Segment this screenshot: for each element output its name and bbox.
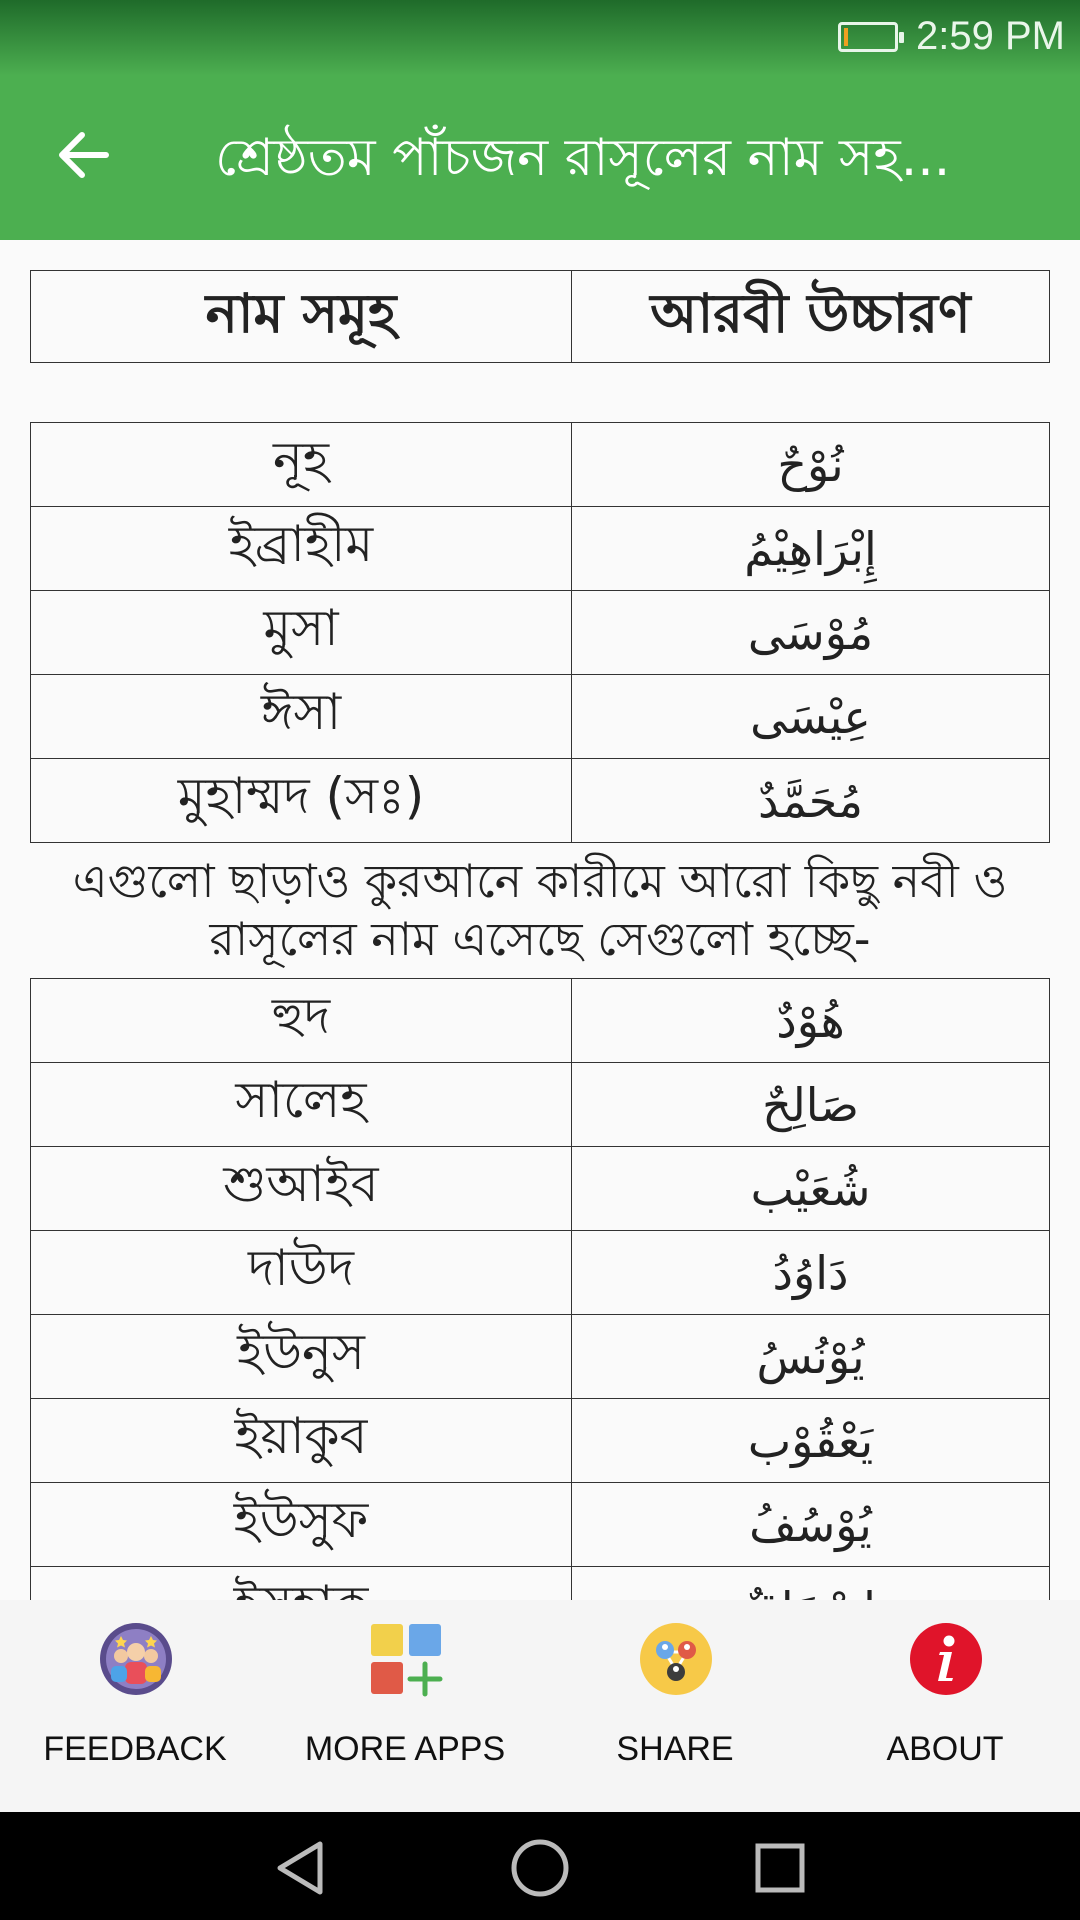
arabic-name: يُوْسُفُ <box>572 1483 1050 1567</box>
content-area[interactable] <box>0 240 1080 1600</box>
bangla-name: ঈসা <box>31 675 572 759</box>
table-row <box>31 759 1050 843</box>
bangla-name: ইয়াকুব <box>31 1399 572 1483</box>
about-button[interactable] <box>810 1600 1080 1812</box>
arabic-name: مُوْسَى <box>572 591 1050 675</box>
bangla-name: নূহ <box>31 423 572 507</box>
bangla-name: ইউসুফ <box>31 1483 572 1567</box>
table-row <box>31 1147 1050 1231</box>
table-row <box>31 1483 1050 1567</box>
arabic-name: شُعَيْب <box>572 1147 1050 1231</box>
table-row <box>31 1399 1050 1483</box>
triangle-back-icon[interactable] <box>270 1836 334 1900</box>
header-arabic-col: আরবী উচ্চারণ <box>572 271 1050 363</box>
bangla-name: সালেহ <box>31 1063 572 1147</box>
arabic-name: هُوْدٌ <box>572 979 1050 1063</box>
main-rasul-table <box>30 422 1050 843</box>
bangla-name: মুসা <box>31 591 572 675</box>
table-row <box>31 1231 1050 1315</box>
status-time: 2:59 PM <box>916 14 1065 58</box>
header-table <box>30 270 1050 363</box>
bangla-name: ইব্রাহীম <box>31 507 572 591</box>
table-row <box>31 591 1050 675</box>
about-label: ABOUT <box>886 1730 1004 1768</box>
arabic-name: دَاوُدُ <box>572 1231 1050 1315</box>
page-title: শ্রেষ্ঠতম পাঁচজন রাসূলের নাম সহ... <box>215 128 951 188</box>
arabic-name: مُحَمَّدٌ <box>572 759 1050 843</box>
system-nav-bar <box>0 1812 1080 1920</box>
table-row <box>31 423 1050 507</box>
info-icon <box>909 1622 983 1696</box>
other-nabi-table <box>30 978 1050 1651</box>
bangla-name: মুহাম্মদ (সঃ) <box>31 759 572 843</box>
share-people-icon <box>639 1622 713 1696</box>
table-row <box>31 507 1050 591</box>
feedback-button[interactable] <box>0 1600 270 1812</box>
bangla-name: শুআইব <box>31 1147 572 1231</box>
arabic-name: إِبْرَاهِيْمُ <box>572 507 1050 591</box>
app-grid-plus-icon <box>369 1622 443 1696</box>
bangla-name: ইউনুস <box>31 1315 572 1399</box>
bottom-action-bar <box>0 1600 1080 1812</box>
share-label: SHARE <box>616 1730 734 1768</box>
feedback-label: FEEDBACK <box>43 1730 227 1768</box>
arabic-name: صَالِحٌ <box>572 1063 1050 1147</box>
circle-home-icon[interactable] <box>508 1836 572 1900</box>
bangla-name: হুদ <box>31 979 572 1063</box>
table-row <box>31 675 1050 759</box>
share-button[interactable] <box>540 1600 810 1812</box>
header-name-col: নাম সমূহ <box>31 271 572 363</box>
table-row <box>31 979 1050 1063</box>
square-recents-icon[interactable] <box>748 1836 812 1900</box>
arabic-name: يَعْقُوْب <box>572 1399 1050 1483</box>
more-apps-label: MORE APPS <box>304 1730 506 1768</box>
bangla-name: দাউদ <box>31 1231 572 1315</box>
table-row <box>31 1063 1050 1147</box>
table-row <box>31 1315 1050 1399</box>
arabic-name: يُوْنُسُ <box>572 1315 1050 1399</box>
arabic-name: عِيْسَى <box>572 675 1050 759</box>
more-apps-button[interactable] <box>270 1600 540 1812</box>
people-group-icon <box>99 1622 173 1696</box>
note-text: এগুলো ছাড়াও কুরআনে কারীমে আরো কিছু নবী ও রাসূলের নাম এসেছে সেগুলো হচ্ছে- <box>72 854 1008 966</box>
arabic-name: نُوْحٌ <box>572 423 1050 507</box>
